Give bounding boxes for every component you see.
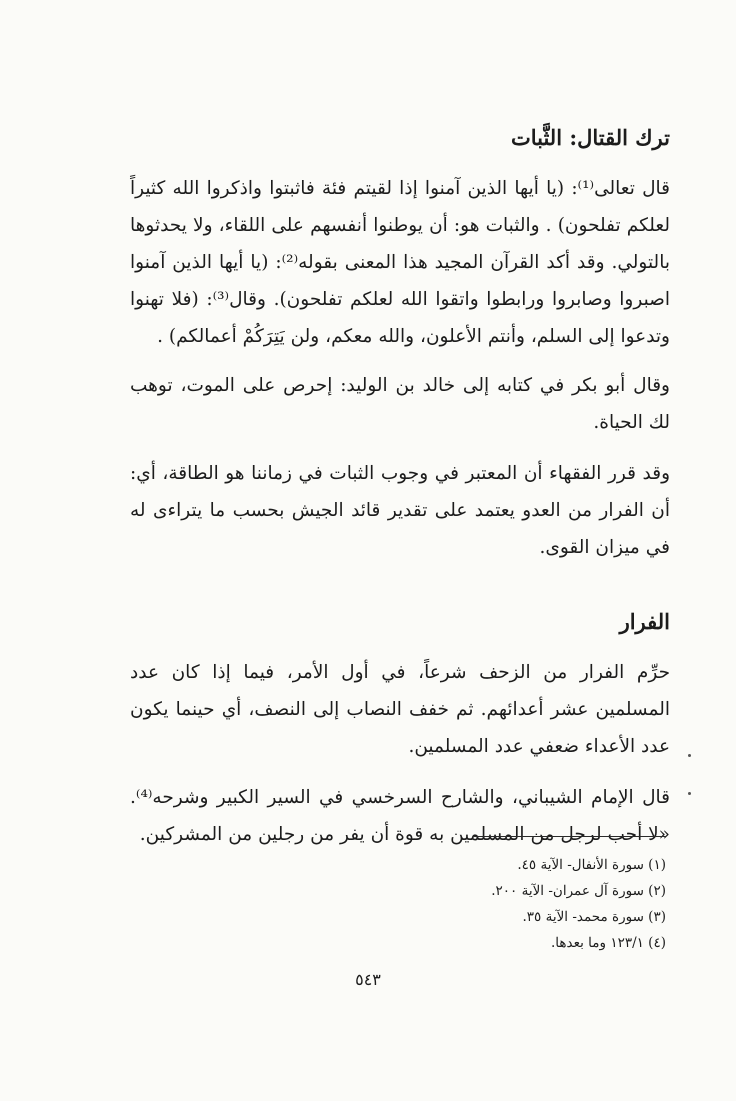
page-body — [130, 118, 670, 867]
margin-mark — [688, 792, 691, 795]
paragraph-1: قال تعالى⁽¹⁾: (يا أيها الذين آمنوا إذا لقيتم فئة فاثبتوا واذكروا الله كثيراً لعلكم تفلحون) . والثبات هو: أن يوطنوا أنفسهم على اللقاء، ولا يحدثوها بالتولي. وقد أكد القرآن المجيد هذا المعنى بقوله⁽²⁾: (يا أيها الذين آمنوا اصبروا وصابروا ورابطوا واتقوا الله لعلكم تفلحون). وقال⁽³⁾: (فلا تهنوا وتدعوا إلى السلم، وأنتم الأعلون، والله معكم، ولن يَتِرَكُمْ أعمالكم) . — [130, 178, 670, 347]
paragraph-4: حرِّم الفرار من الزحف شرعاً، في أول الأمر، فيما إذا كان عدد المسلمين عشر أعدائهم. ثم خفف النصاب إلى النصف، أي حينما يكون عدد الأعداء ضعفي عدد المسلمين. — [130, 662, 670, 757]
page-number: ٥٤٣ — [355, 970, 381, 989]
footnote-list — [266, 852, 666, 956]
paragraph-3: وقد قرر الفقهاء أن المعتبر في وجوب الثبات في زماننا هو الطاقة، أي: أن الفرار من العدو يعتمد على تقدير قائد الجيش بحسب ما يتراءى له في ميزان القوى. — [130, 463, 670, 558]
footnote-item: (١) سورة الأنفال- الآية ٤٥. — [517, 857, 666, 873]
footnote-item: (٤) ١٢٣/١ وما بعدها. — [551, 935, 666, 951]
footnote-item: (٣) سورة محمد- الآية ٣٥. — [522, 909, 666, 925]
footnote-rule — [473, 836, 666, 837]
section-gap — [130, 580, 670, 602]
margin-mark — [688, 754, 691, 757]
paragraph-5: قال الإمام الشيباني، والشارح السرخسي في السير الكبير وشرحه⁽⁴⁾. «لا أحب لرجل من المسلمين به قوة أن يفر من رجلين من المشركين. — [130, 787, 670, 845]
section-subheading: الفرار — [619, 609, 670, 634]
paragraph-2: وقال أبو بكر في كتابه إلى خالد بن الوليد: إحرص على الموت، توهب لك الحياة. — [130, 375, 670, 433]
section-heading: ترك القتال: الثَّبات — [510, 125, 670, 150]
footnote-item: (٢) سورة آل عمران- الآية ٢٠٠. — [491, 883, 666, 899]
